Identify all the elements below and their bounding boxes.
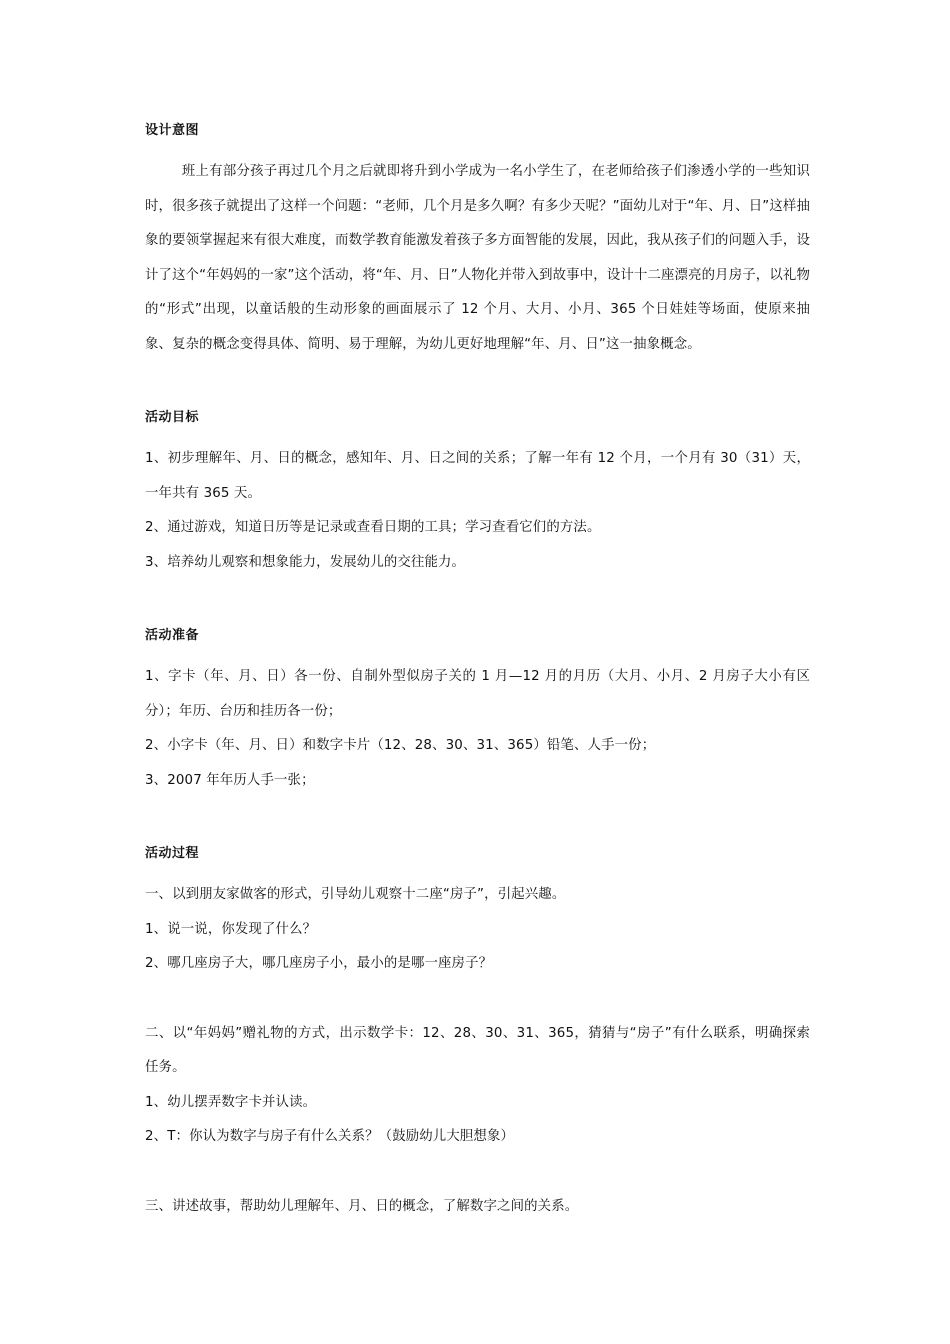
process-part-1-item-2: 2、哪几座房子大，哪几座房子小，最小的是哪一座房子？ xyxy=(145,956,493,971)
prep-item-2: 2、小字卡（年、月、日）和数字卡片（12、28、30、31、365）铅笔、人手一份； xyxy=(145,738,656,753)
spacer xyxy=(145,798,810,844)
heading-activity-process: 活动过程 xyxy=(145,846,200,861)
section-activity-process xyxy=(145,844,810,1224)
prep-item-3: 3、2007 年年历人手一张； xyxy=(145,772,315,788)
goal-item-1: 1、初步理解年、月、日的概念，感知年、月、日之间的关系；了解一年有 12 个月，一个月有 30（31）天，一年共有 365 天。 xyxy=(145,451,810,501)
heading-activity-goals: 活动目标 xyxy=(145,410,200,425)
section-activity-preparation xyxy=(145,626,810,798)
prep-item-1: 1、字卡（年、月、日）各一份、自制外型似房子关的 1 月—12 月的月历（大月、小月、2 月房子大小有区分）；年历、台历和挂历各一份； xyxy=(145,669,810,719)
heading-activity-preparation: 活动准备 xyxy=(145,628,200,643)
process-part-1-item-1: 1、说一说，你发现了什么？ xyxy=(145,921,317,937)
process-part-2-item-1: 1、幼儿摆弄数字卡并认读。 xyxy=(145,1094,317,1110)
section-design-intent xyxy=(145,121,810,362)
document-page xyxy=(145,121,810,1224)
goal-item-2: 2、通过游戏，知道日历等是记录或查看日期的工具；学习查看它们的方法。 xyxy=(145,520,601,535)
process-part-2-item-2: 2、T：你认为数字与房子有什么关系？（鼓励幼儿大胆想象） xyxy=(145,1129,515,1144)
spacer xyxy=(145,1155,810,1190)
design-intent-paragraph: 班上有部分孩子再过几个月之后就即将升到小学成为一名小学生了，在老师给孩子们渗透小学的一些知识时，很多孩子就提出了这样一个问题：“老师，几个月是多久啊？有多少天呢？”面幼儿对于“年、月、日”这样抽象的要领掌握起来有很大难度，而数学教育能激发着孩子多方面智能的发展，因此，我从孩子们的问题入手，设计了这个“年妈妈的一家”这个活动，将“年、月、日”人物化并带入到故事中，设计十二座漂亮的月房子，以礼物的“形式”出现，以童话般的生动形象的画面展示了 12 个月、大月、小月、365 个日娃娃等场面，使原来抽象、复杂的概念变得具体、简明、易于理解，为幼儿更好地理解“年、月、日”这一抽象概念。 xyxy=(145,164,810,352)
heading-design-intent: 设计意图 xyxy=(145,123,200,138)
process-part-1-title: 一、以到朋友家做客的形式，引导幼儿观察十二座“房子”，引起兴趣。 xyxy=(145,887,566,902)
spacer xyxy=(145,982,810,1017)
section-activity-goals xyxy=(145,408,810,580)
spacer xyxy=(145,362,810,408)
goal-item-3: 3、培养幼儿观察和想象能力，发展幼儿的交往能力。 xyxy=(145,554,466,570)
spacer xyxy=(145,580,810,626)
process-part-2-title: 二、以“年妈妈”赠礼物的方式，出示数学卡：12、28、30、31、365，猜猜与“房子”有什么联系，明确探索任务。 xyxy=(145,1025,810,1075)
process-part-3-title: 三、讲述故事，帮助幼儿理解年、月、日的概念，了解数字之间的关系。 xyxy=(145,1198,579,1214)
